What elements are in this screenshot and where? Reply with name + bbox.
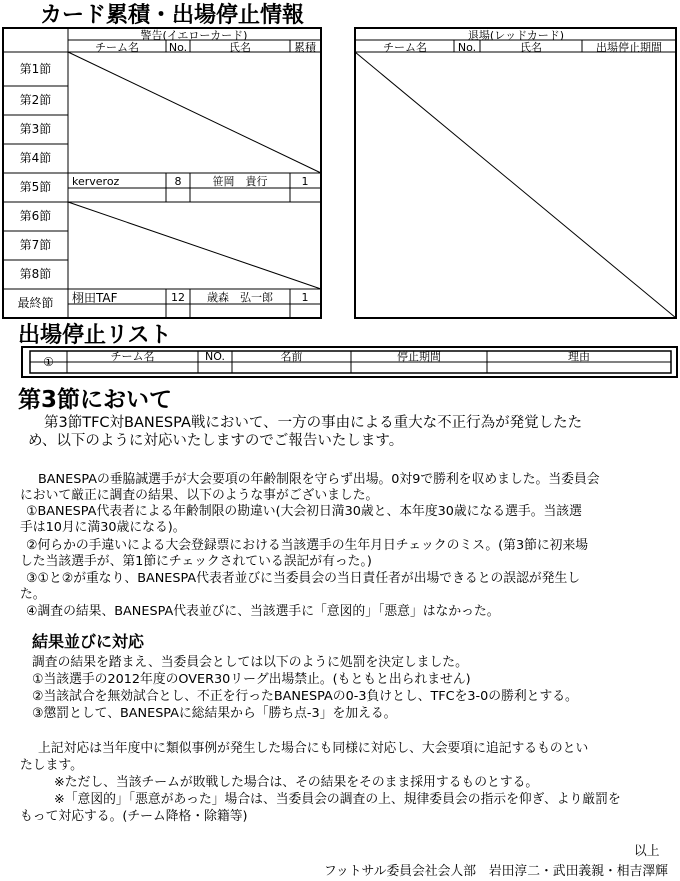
round-label-5: 第5節 bbox=[19, 180, 52, 194]
red-card-group-label: 退場(レッドカード) bbox=[467, 29, 565, 42]
round-label-2: 第2節 bbox=[19, 93, 52, 107]
yellow-entry-2-no: 12 bbox=[171, 291, 185, 304]
round-label-final: 最終節 bbox=[17, 296, 54, 310]
red-col-team: チーム名 bbox=[383, 41, 427, 54]
intro-line-2: め、以下のように対応いたしますのでご報告いたします。 bbox=[28, 433, 404, 449]
suspension-number: ① bbox=[43, 355, 54, 369]
red-col-no: No. bbox=[457, 41, 477, 54]
result-heading: 結果並びに対応 bbox=[32, 632, 145, 651]
suspension-col-name: 名前 bbox=[280, 350, 303, 363]
suspension-col-period: 停止期間 bbox=[397, 350, 441, 363]
suspension-col-no: NO. bbox=[205, 350, 225, 363]
round-label-7: 第7節 bbox=[19, 238, 52, 252]
detail-line-2: において厳正に調査の結果、以下のような事がございました。 bbox=[20, 488, 379, 503]
suspension-col-reason: 理由 bbox=[568, 350, 590, 363]
round-label-6: 第6節 bbox=[19, 209, 52, 223]
result-line-4: ③懲罰として、BANESPAに総結果から「勝ち点-3」を加える。 bbox=[32, 706, 397, 721]
round-label-1: 第1節 bbox=[19, 62, 52, 76]
red-col-name: 氏名 bbox=[520, 41, 542, 54]
closing-line-1: 上記対応は当年度中に類似事例が発生した場合にも同様に対応し、大会要項に追記するものとい bbox=[38, 741, 589, 756]
yellow-col-team: チーム名 bbox=[95, 41, 139, 54]
signature: フットサル委員会社会人部 岩田淳二・武田義親・相吉澤輝 bbox=[324, 864, 668, 879]
yellow-entry-1-no: 8 bbox=[174, 175, 182, 188]
yellow-col-count: 累積 bbox=[294, 41, 316, 54]
yellow-entry-1-name: 笹岡 貴行 bbox=[212, 175, 268, 188]
yellow-entry-2-team: 栩田TAF bbox=[72, 291, 118, 305]
detail-line-3: ①BANESPA代表者による年齢制限の勘違い(大会初日満30歳と、本年度30歳になる選手。当該選 bbox=[26, 504, 582, 519]
round-label-4: 第4節 bbox=[19, 151, 52, 165]
detail-line-5: ②何らかの手違いによる大会登録票における当該選手の生年月日チェックのミス。(第3節に初来場 bbox=[26, 538, 589, 553]
detail-line-6: した当該選手が、第1節にチェックされている誤記が有った。) bbox=[20, 554, 372, 569]
round-label-8: 第8節 bbox=[19, 267, 52, 281]
section-heading: 第3節において bbox=[18, 387, 173, 413]
red-col-period: 出場停止期間 bbox=[596, 41, 662, 54]
suspension-table bbox=[0, 0, 680, 400]
detail-line-1: BANESPAの垂脇誠選手が大会要項の年齢制限を守らず出場。0対9で勝利を収めました。当委員会 bbox=[38, 472, 600, 487]
result-line-1: 調査の結果を踏まえ、当委員会としては以下のように処罰を決定しました。 bbox=[32, 655, 468, 670]
yellow-entry-1-team: kerveroz bbox=[72, 175, 120, 188]
result-line-2: ①当該選手の2012年度のOVER30リーグ出場禁止。(もともと出られません) bbox=[32, 672, 471, 687]
closing-line-2: たします。 bbox=[20, 758, 83, 773]
detail-line-7: ③①と②が重なり、BANESPA代表者並びに当委員会の当日責任者が出場できるとの誤認が発生し bbox=[26, 571, 581, 586]
closing-line-5: もって対応する。(チーム降格・除籍等) bbox=[20, 809, 248, 824]
suspension-list-title: 出場停止リスト bbox=[18, 323, 172, 348]
intro-line-1: 第3節TFC対BANESPA戦において、一方の事由による重大な不正行為が発覚したた bbox=[44, 415, 583, 431]
yellow-entry-2-name: 歳森 弘一郎 bbox=[207, 291, 273, 304]
suspension-col-team: チーム名 bbox=[110, 350, 155, 363]
yellow-col-no: No. bbox=[168, 41, 188, 54]
yellow-entry-2-count: 1 bbox=[301, 291, 309, 304]
result-line-3: ②当該試合を無効試合とし、不正を行ったBANESPAの0-3負けとし、TFCを3-0の勝利とする。 bbox=[32, 689, 578, 704]
detail-line-9: ④調査の結果、BANESPA代表並びに、当該選手に「意図的」「悪意」はなかった。 bbox=[26, 604, 500, 619]
round-label-3: 第3節 bbox=[19, 122, 52, 136]
detail-line-4: 手は10月に満30歳になる)。 bbox=[20, 520, 186, 535]
closing-line-4: ※「意図的」「悪意があった」場合は、当委員会の調査の上、規律委員会の指示を仰ぎ、より厳罰を bbox=[54, 792, 621, 807]
yellow-col-name: 氏名 bbox=[229, 41, 251, 54]
end-mark: 以上 bbox=[634, 844, 660, 859]
detail-line-8: た。 bbox=[20, 587, 46, 602]
closing-line-3: ※ただし、当該チームが敗戦した場合は、その結果をそのまま採用するものとする。 bbox=[54, 775, 539, 790]
yellow-card-group-label: 警告(イエローカード) bbox=[140, 29, 248, 42]
yellow-entry-1-count: 1 bbox=[301, 175, 309, 188]
page-title: カード累積・出場停止情報 bbox=[40, 3, 305, 28]
